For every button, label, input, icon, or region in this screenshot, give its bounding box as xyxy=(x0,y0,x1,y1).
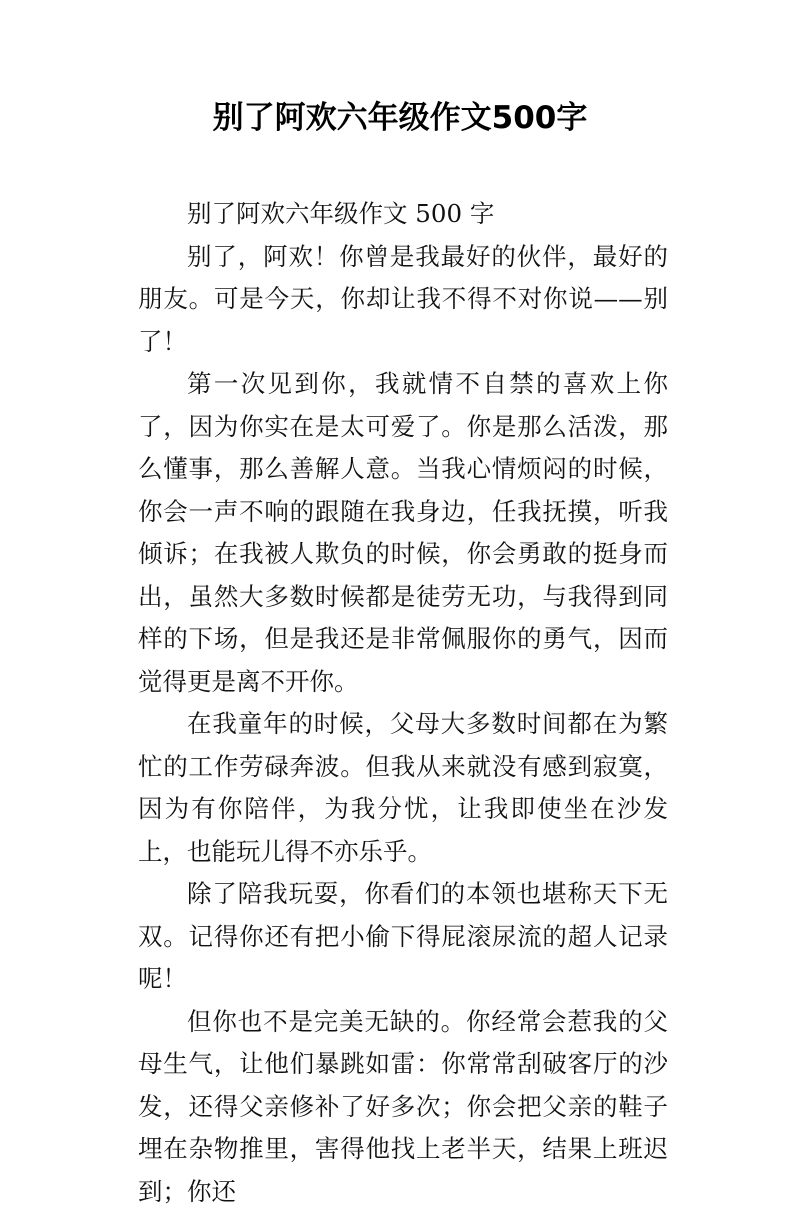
document-body xyxy=(138,193,668,1213)
document-subtitle: 别了阿欢六年级作文 500 字 xyxy=(138,193,668,236)
document-title: 别了阿欢六年级作文500字 xyxy=(0,96,800,140)
paragraph-2: 第一次见到你，我就情不自禁的喜欢上你了，因为你实在是太可爱了。你是那么活泼，那么懂事，那么善解人意。当我心情烦闷的时候，你会一声不响的跟随在我身边，任我抚摸，听我倾诉；在我被人欺负的时候，你会勇敢的挺身而出，虽然大多数时候都是徒劳无功，与我得到同样的下场，但是我还是非常佩服你的勇气，因而觉得更是离不开你。 xyxy=(138,363,668,703)
paragraph-4: 除了陪我玩耍，你看们的本领也堪称天下无双。记得你还有把小偷下得屁滚尿流的超人记录呢！ xyxy=(138,873,668,1001)
paragraph-3: 在我童年的时候，父母大多数时间都在为繁忙的工作劳碌奔波。但我从来就没有感到寂寞，因为有你陪伴，为我分忧，让我即使坐在沙发上，也能玩儿得不亦乐乎。 xyxy=(138,703,668,873)
paragraph-1: 别了，阿欢！你曾是我最好的伙伴，最好的朋友。可是今天，你却让我不得不对你说——别了！ xyxy=(138,236,668,364)
paragraph-5: 但你也不是完美无缺的。你经常会惹我的父母生气，让他们暴跳如雷：你常常刮破客厅的沙发，还得父亲修补了好多次；你会把父亲的鞋子埋在杂物推里，害得他找上老半天，结果上班迟到；你还 xyxy=(138,1001,668,1213)
